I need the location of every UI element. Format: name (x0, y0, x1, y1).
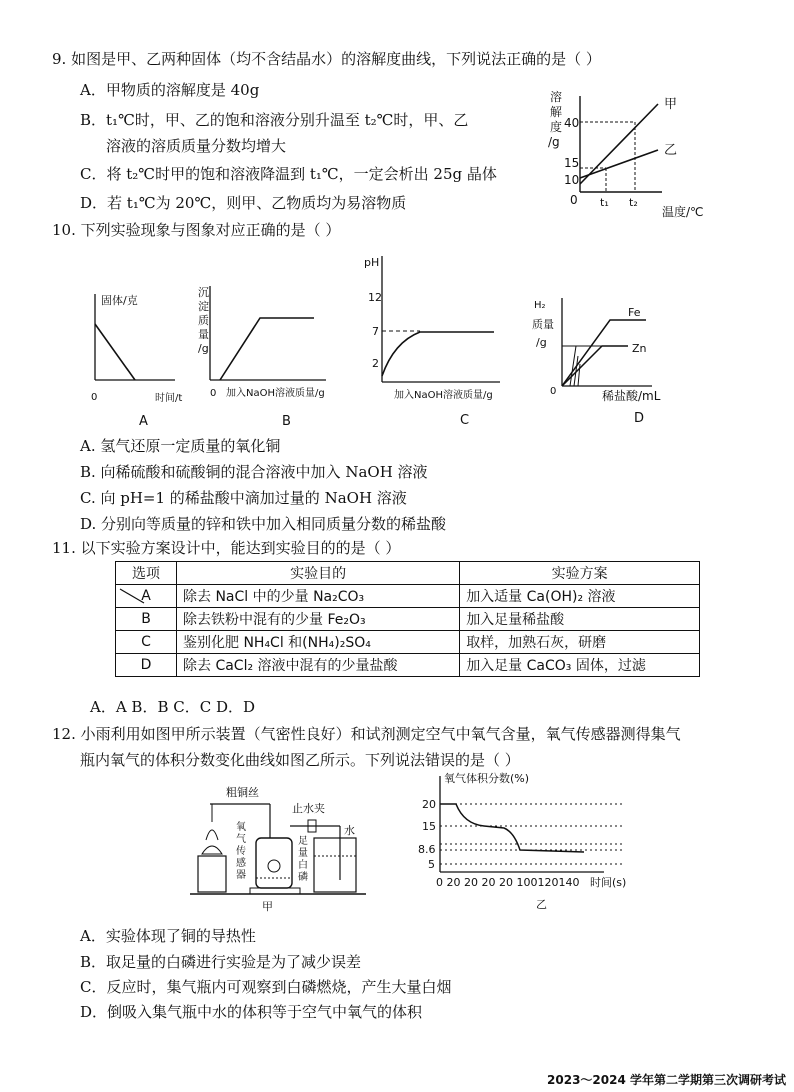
q10d-ylabel-1: H₂ (534, 300, 546, 311)
q10b-line (220, 318, 314, 380)
q12-option-d: D．倒吸入集气瓶中水的体积等于空气中氧气的体积 (80, 1003, 423, 1021)
q10c-ytick-12: 12 (368, 291, 382, 304)
q9-ytick-40: 40 (564, 116, 580, 130)
table-cell: A (116, 585, 177, 608)
q9-curve-yi (580, 150, 658, 178)
q9-option-b-cont: 溶液的溶质质量分数均增大 (106, 137, 287, 155)
q10c-xlabel: 加入NaOH溶液质量/g (394, 390, 493, 401)
q12-caption-jia: 甲 (262, 900, 273, 913)
q10-option-a: A. 氢气还原一定质量的氧化铜 (80, 437, 281, 455)
q12-phos-3: 白 (298, 860, 308, 871)
q12-ytick-8-6: 8.6 (418, 843, 436, 856)
q10c-ytick-2: 2 (372, 357, 379, 370)
q10c-curve (382, 332, 494, 376)
q9-option-c: C．将 t₂℃时甲的饱和溶液降温到 t₁℃，一定会析出 25g 晶体 (80, 165, 497, 183)
q12-option-c: C．反应时，集气瓶内可观察到白磷燃烧，产生大量白烟 (80, 978, 452, 996)
q10-option-c: C. 向 pH=1 的稀盐酸中滴加过量的 NaOH 溶液 (80, 489, 407, 507)
q10d-letter: D (634, 411, 645, 426)
q11-answers: A．A B．B C．C D．D (90, 698, 256, 716)
q12-option-b: B．取足量的白磷进行实验是为了减少误差 (80, 953, 362, 971)
q11-pencil-mark (118, 587, 148, 607)
q9-ytick-15: 15 (564, 156, 580, 170)
q12-sensor-3: 传 (236, 846, 246, 857)
q10d-origin: 0 (550, 386, 557, 397)
q12-xticks: 0 20 20 20 20 100120140 (436, 876, 580, 889)
q10-graph-c (360, 252, 520, 432)
q10-graph-a (85, 288, 195, 433)
q10-option-b: B. 向稀硫酸和硫酸铜的混合溶液中加入 NaOH 溶液 (80, 463, 428, 481)
q12-apparatus-diagram (190, 782, 370, 912)
q9-xlabel: 温度/℃ (662, 205, 704, 219)
q12-option-a: A．实验体现了铜的导热性 (80, 927, 256, 945)
table-cell: 鉴别化肥 NH₄Cl 和(NH₄)₂SO₄ (177, 631, 460, 654)
q12-xlabel: 时间(s) (590, 876, 627, 889)
q10b-ylabel-4: 量 (198, 328, 209, 341)
q10d-ylabel-3: /g (536, 336, 547, 349)
q12-ytick-20: 20 (422, 798, 436, 811)
q12-stem-line2: 瓶内氧气的体积分数变化曲线如图乙所示。下列说法错误的是（ ） (80, 751, 520, 769)
q10a-xlabel: 时间/t (155, 393, 183, 404)
q12-phos-2: 量 (298, 848, 308, 859)
q9-curve-jia (580, 104, 658, 184)
q10a-origin: 0 (91, 392, 98, 403)
q9-ylabel-4: /g (548, 135, 560, 149)
q10d-label-fe: Fe (628, 306, 641, 319)
q9-xtick-t1: t₁ (600, 196, 609, 209)
q11-table (115, 561, 700, 677)
q10b-ylabel-1: 沉 (198, 286, 209, 299)
q12-ytick-15: 15 (422, 820, 436, 833)
table-header-row (116, 562, 700, 585)
q10b-ylabel-3: 质 (198, 314, 209, 327)
table-row (116, 608, 700, 631)
table-cell: C (116, 631, 177, 654)
table-header: 选项 (116, 562, 177, 585)
q12-sensor-1: 氧 (236, 822, 246, 833)
q10-graph-b (198, 282, 348, 432)
q9-label-jia: 甲 (664, 97, 678, 112)
q10a-line (95, 324, 135, 380)
q12-ytick-5: 5 (428, 858, 435, 871)
q12-sensor-4: 感 (236, 858, 246, 869)
q11-stem: 11. 以下实验方案设计中，能达到实验目的的是（ ） (52, 539, 401, 557)
q9-option-d: D．若 t₁℃为 20℃，则甲、乙物质均为易溶物质 (80, 194, 407, 212)
q10-graph-d (528, 294, 678, 434)
q12-graph-title: 氧气体积分数(%) (444, 772, 530, 785)
q12-oxygen-graph (404, 772, 634, 917)
q10d-label-zn: Zn (632, 342, 647, 355)
q10b-letter: B (282, 414, 291, 429)
q9-option-a: A．甲物质的溶解度是 40g (80, 81, 260, 99)
q12-label-clamp: 止水夹 (292, 802, 325, 815)
q10a-ylabel: 固体/克 (101, 294, 138, 307)
q10b-xlabel: 加入NaOH溶液质量/g (226, 388, 325, 399)
table-cell: 除去 CaCl₂ 溶液中混有的少量盐酸 (177, 654, 460, 677)
table-cell: 加入足量 CaCO₃ 固体，过滤 (460, 654, 700, 677)
table-cell: 加入适量 Ca(OH)₂ 溶液 (460, 585, 700, 608)
q10b-ylabel-5: /g (198, 342, 209, 355)
q10d-xlabel: 稀盐酸/mL (602, 389, 661, 403)
q10b-origin: 0 (210, 388, 217, 399)
table-row (116, 585, 700, 608)
q10d-zn-line (562, 346, 628, 386)
table-row (116, 631, 700, 654)
q12-stem-line1: 12. 小雨利用如图甲所示装置（气密性良好）和试剂测定空气中氧气含量，氧气传感器测得集气 (52, 725, 681, 743)
q9-option-b: B．t₁℃时，甲、乙的饱和溶液分别升温至 t₂℃时，甲、乙 (80, 111, 469, 129)
q12-phos-4: 磷 (298, 872, 308, 883)
q9-solubility-graph (540, 92, 710, 222)
q9-stem: 9. 如图是甲、乙两种固体（均不含结晶水）的溶解度曲线，下列说法正确的是（ ） (52, 50, 601, 68)
table-cell: 除去 NaCl 中的少量 Na₂CO₃ (177, 585, 460, 608)
q9-label-yi: 乙 (664, 143, 678, 158)
q9-ytick-10: 10 (564, 173, 580, 187)
q12-oxygen-curve (440, 804, 584, 852)
q10-option-d: D. 分别向等质量的锌和铁中加入相同质量分数的稀盐酸 (80, 515, 447, 533)
table-header: 实验目的 (177, 562, 460, 585)
table-header: 实验方案 (460, 562, 700, 585)
q10a-letter: A (139, 414, 148, 429)
footer-exam-title: 2023～2024 学年第二学期第三次调研考试 (547, 1073, 786, 1087)
q10c-ytick-7: 7 (372, 325, 379, 338)
q12-sensor-2: 气 (236, 834, 246, 845)
q10c-ylabel: pH (364, 256, 380, 269)
q10c-letter: C (460, 413, 470, 428)
q12-phos-1: 足 (298, 836, 308, 847)
q9-ylabel-2: 解 (550, 105, 563, 119)
q10d-ylabel-2: 质量 (532, 318, 554, 331)
q9-ylabel-3: 度 (550, 120, 563, 134)
q9-ytick-0: 0 (570, 193, 578, 207)
q10b-ylabel-2: 淀 (198, 300, 209, 313)
table-cell: D (116, 654, 177, 677)
q12-label-water: 水 (344, 824, 355, 837)
table-cell: B (116, 608, 177, 631)
q10-stem: 10. 下列实验现象与图象对应正确的是（ ） (52, 221, 341, 239)
q12-sensor-5: 器 (236, 870, 246, 881)
table-cell: 除去铁粉中混有的少量 Fe₂O₃ (177, 608, 460, 631)
q9-ylabel-1: 溶 (550, 90, 563, 104)
q12-label-wire: 粗铜丝 (226, 786, 259, 799)
q12-caption-yi: 乙 (536, 898, 547, 911)
table-cell: 加入足量稀盐酸 (460, 608, 700, 631)
table-row (116, 654, 700, 677)
table-cell: 取样，加熟石灰，研磨 (460, 631, 700, 654)
q9-xtick-t2: t₂ (629, 196, 638, 209)
